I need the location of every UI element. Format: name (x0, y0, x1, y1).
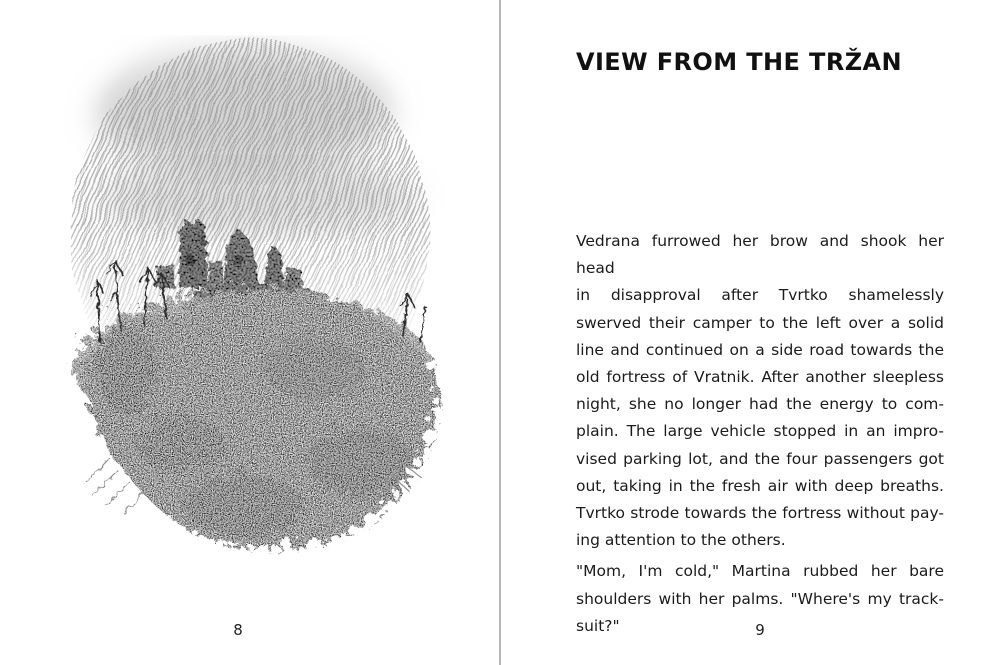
text-line: in disapproval after Tvrtko shamelessly (576, 286, 944, 305)
text-line: suit?" (576, 616, 620, 635)
text-line: old fortress of Vratnik. After another sleepless (576, 368, 944, 387)
text-line: Tvrtko strode towards the fortress without pay- (576, 504, 944, 523)
chapter-title: VIEW FROM THE TRŽAN (576, 48, 902, 77)
text-line: out, taking in the fresh air with deep breaths. (576, 476, 944, 495)
page-number-right: 9 (755, 621, 765, 639)
text-line: swerved their camper to the left over a solid (576, 313, 944, 332)
text-line: vised parking lot, and the four passengers got (576, 449, 944, 468)
page-number-left: 8 (233, 621, 243, 639)
fortress-sketch-illustration (58, 30, 443, 555)
right-page (501, 0, 1000, 665)
text-line: night, she no longer had the energy to com- (576, 395, 944, 414)
text-line: "Mom, I'm cold," Martina rubbed her bare (576, 562, 944, 581)
text-line: line and continued on a side road towards the (576, 340, 944, 359)
body-text (576, 228, 944, 640)
text-line: ing attention to the others. (576, 531, 786, 550)
left-page (0, 0, 499, 665)
paragraph (576, 228, 944, 554)
text-line: shoulders with her palms. "Where's my track- (576, 589, 944, 608)
text-line: plain. The large vehicle stopped in an impro- (576, 422, 944, 441)
text-line: Vedrana furrowed her brow and shook her head (576, 232, 944, 278)
